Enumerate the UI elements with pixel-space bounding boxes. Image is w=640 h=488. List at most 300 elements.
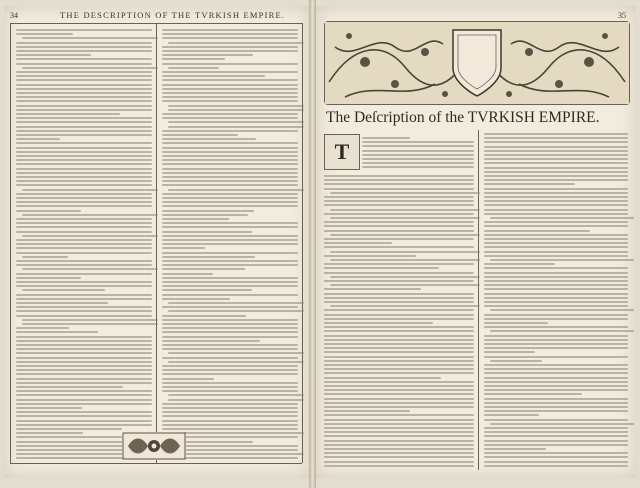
text-line <box>16 201 152 203</box>
tailpiece-ornament <box>122 432 186 460</box>
text-line <box>16 138 60 140</box>
text-line <box>484 158 628 160</box>
text-line <box>484 246 628 248</box>
text-line <box>22 256 68 258</box>
text-line <box>484 171 628 173</box>
text-line <box>16 88 152 90</box>
text-line <box>162 365 298 367</box>
text-line <box>490 259 634 261</box>
text-line <box>484 234 628 236</box>
text-line <box>484 419 628 421</box>
text-line <box>16 386 123 388</box>
text-line <box>484 133 628 135</box>
text-line <box>484 209 628 211</box>
text-line <box>162 256 255 258</box>
text-line <box>16 382 152 384</box>
text-line <box>324 465 474 467</box>
text-line <box>324 267 439 269</box>
text-line <box>16 168 152 170</box>
text-line <box>324 272 474 274</box>
text-line <box>16 407 82 409</box>
text-line <box>362 166 474 168</box>
text-line <box>162 75 265 77</box>
text-line <box>162 218 229 220</box>
text-column-1 <box>16 28 152 460</box>
text-line <box>362 162 474 164</box>
text-line <box>162 407 298 409</box>
text-line <box>484 230 590 232</box>
text-line <box>484 276 628 278</box>
text-line <box>168 310 304 312</box>
text-line <box>16 231 152 233</box>
text-line <box>330 251 480 253</box>
text-line <box>162 378 214 380</box>
text-line <box>168 352 304 354</box>
text-line <box>16 130 152 132</box>
text-line <box>16 79 152 81</box>
right-column-divider <box>478 130 479 470</box>
text-line <box>484 335 628 337</box>
text-line <box>162 369 298 371</box>
text-line <box>324 188 474 190</box>
text-line <box>324 398 474 400</box>
text-line <box>162 247 205 249</box>
text-line <box>484 272 628 274</box>
text-line <box>484 351 535 353</box>
text-line <box>484 154 628 156</box>
text-line <box>16 348 152 350</box>
text-line <box>16 210 81 212</box>
text-line <box>324 183 474 185</box>
text-line <box>16 29 152 31</box>
text-line <box>324 255 416 257</box>
text-line <box>16 218 152 220</box>
text-line <box>324 301 474 303</box>
text-line <box>324 410 410 412</box>
text-line <box>168 399 304 401</box>
text-line <box>168 67 219 69</box>
text-line <box>16 155 152 157</box>
text-line <box>484 255 628 257</box>
text-line <box>162 134 238 136</box>
text-line <box>330 234 480 236</box>
text-line <box>324 452 474 454</box>
text-line <box>162 348 298 350</box>
text-line <box>330 217 480 219</box>
text-line <box>162 424 298 426</box>
text-line <box>22 214 158 216</box>
tailpiece-ornament-icon <box>122 432 186 460</box>
text-line <box>16 310 152 312</box>
text-line <box>162 180 298 182</box>
text-line <box>162 235 298 237</box>
text-line <box>16 252 152 254</box>
text-line <box>16 197 152 199</box>
text-line <box>362 150 474 152</box>
text-line <box>162 159 298 161</box>
text-line <box>324 230 474 232</box>
text-line <box>162 327 298 329</box>
text-line <box>324 435 474 437</box>
text-line <box>16 373 152 375</box>
text-line <box>362 158 474 160</box>
text-line <box>16 415 152 417</box>
text-line <box>162 264 298 266</box>
text-line <box>16 365 152 367</box>
text-line <box>16 100 152 102</box>
text-line <box>16 176 152 178</box>
text-line <box>484 288 628 290</box>
text-line <box>16 54 91 56</box>
text-line <box>162 172 298 174</box>
text-line <box>324 322 433 324</box>
text-line <box>162 285 298 287</box>
text-line <box>330 209 480 211</box>
text-line <box>162 205 298 207</box>
text-line <box>484 221 628 223</box>
text-line <box>16 134 152 136</box>
text-line <box>324 297 474 299</box>
text-line <box>168 432 304 434</box>
text-line <box>162 138 256 140</box>
text-line <box>16 264 152 266</box>
right-text-column-1-top <box>362 136 474 170</box>
text-line <box>324 326 474 328</box>
headpiece-ornament <box>324 21 630 105</box>
text-line <box>162 294 298 296</box>
text-line <box>324 263 474 265</box>
text-line <box>362 145 474 147</box>
text-line <box>484 406 628 408</box>
text-line <box>484 414 539 416</box>
text-line <box>162 415 298 417</box>
text-line <box>162 50 298 52</box>
text-line <box>162 222 298 224</box>
text-line <box>16 340 152 342</box>
text-line <box>162 336 298 338</box>
text-line <box>162 214 248 216</box>
text-line <box>168 121 304 123</box>
text-line <box>16 390 152 392</box>
text-line <box>22 323 158 325</box>
right-page-number: 35 <box>618 11 626 20</box>
text-line <box>162 403 298 405</box>
text-line <box>490 309 634 311</box>
text-line <box>16 260 152 262</box>
text-line <box>484 175 628 177</box>
text-line <box>16 147 152 149</box>
text-line <box>162 210 254 212</box>
text-line <box>162 71 298 73</box>
text-line <box>162 92 298 94</box>
text-line <box>324 368 474 370</box>
text-line <box>162 277 298 279</box>
text-line <box>484 263 555 265</box>
text-line <box>330 305 480 307</box>
text-line <box>22 67 158 69</box>
text-line <box>16 432 83 434</box>
text-line <box>324 364 474 366</box>
text-line <box>484 402 628 404</box>
text-line <box>162 273 213 275</box>
text-line <box>162 281 298 283</box>
text-line <box>22 189 158 191</box>
text-line <box>162 428 298 430</box>
text-line <box>162 46 298 48</box>
text-line <box>162 163 298 165</box>
text-line <box>162 420 298 422</box>
text-line <box>324 351 474 353</box>
text-line <box>484 225 628 227</box>
book-gutter <box>309 0 316 488</box>
text-line <box>16 151 152 153</box>
footer-rule <box>10 463 302 464</box>
text-line <box>324 179 474 181</box>
text-line <box>484 137 628 139</box>
text-line <box>16 247 152 249</box>
running-title: THE DESCRIPTION OF THE TVRKISH EMPIRE. <box>60 10 286 20</box>
text-line <box>162 386 298 388</box>
right-text-column-1 <box>324 174 474 470</box>
text-line <box>490 423 634 425</box>
text-line <box>16 315 152 317</box>
text-line <box>16 121 152 123</box>
text-line <box>484 452 628 454</box>
text-line <box>162 411 298 413</box>
text-line <box>484 196 628 198</box>
text-line <box>484 326 628 328</box>
text-line <box>324 309 474 311</box>
text-line <box>484 444 628 446</box>
text-line <box>162 239 298 241</box>
text-line <box>324 225 474 227</box>
text-line <box>490 360 542 362</box>
text-line <box>484 381 628 383</box>
text-line <box>362 137 410 139</box>
text-line <box>16 159 152 161</box>
text-line <box>484 280 628 282</box>
text-line <box>162 33 298 35</box>
text-line <box>16 109 152 111</box>
text-line <box>484 356 628 358</box>
text-line <box>162 155 298 157</box>
text-line <box>168 394 304 396</box>
text-line <box>16 243 152 245</box>
text-line <box>484 242 628 244</box>
text-line <box>324 213 474 215</box>
text-line <box>162 201 298 203</box>
text-line <box>162 29 298 31</box>
text-line <box>162 113 298 115</box>
text-line <box>484 461 628 463</box>
text-line <box>324 238 474 240</box>
text-line <box>490 217 634 219</box>
text-line <box>324 431 474 433</box>
text-line <box>324 335 474 337</box>
text-line <box>324 293 474 295</box>
text-line <box>484 368 628 370</box>
text-line <box>162 130 298 132</box>
text-line <box>484 179 628 181</box>
text-line <box>168 105 304 107</box>
text-line <box>16 63 152 65</box>
text-line <box>162 231 252 233</box>
text-line <box>324 440 474 442</box>
text-line <box>484 347 628 349</box>
text-line <box>162 54 253 56</box>
text-line <box>484 343 628 345</box>
text-line <box>484 293 628 295</box>
text-line <box>16 163 152 165</box>
text-line <box>324 402 474 404</box>
chapter-title: The Deſcription of the TVRKISH EMPIRE. <box>326 109 600 126</box>
text-line <box>162 373 298 375</box>
text-line <box>168 189 304 191</box>
text-line <box>484 339 628 341</box>
text-line <box>16 273 152 275</box>
drop-cap <box>324 134 360 170</box>
text-line <box>16 96 152 98</box>
text-line <box>162 298 230 300</box>
text-line <box>16 33 73 35</box>
right-text-column-2 <box>484 132 628 470</box>
text-line <box>16 298 152 300</box>
text-line <box>16 403 152 405</box>
text-line <box>324 419 474 421</box>
text-line <box>16 226 152 228</box>
text-line <box>16 126 152 128</box>
text-line <box>162 176 298 178</box>
text-line <box>324 347 474 349</box>
text-line <box>484 372 628 374</box>
text-line <box>324 444 474 446</box>
text-line <box>16 172 152 174</box>
text-line <box>162 319 298 321</box>
text-line <box>484 410 628 412</box>
text-line <box>16 378 152 380</box>
text-line <box>484 440 628 442</box>
text-line <box>484 238 628 240</box>
text-line <box>324 314 474 316</box>
text-line <box>362 154 474 156</box>
text-line <box>324 356 474 358</box>
text-line <box>324 204 474 206</box>
text-line <box>16 369 152 371</box>
text-line <box>484 200 628 202</box>
text-line <box>16 193 152 195</box>
text-line <box>330 276 480 278</box>
left-page <box>4 6 309 478</box>
text-line <box>330 284 480 286</box>
text-line <box>324 246 474 248</box>
text-line <box>484 389 628 391</box>
text-line <box>484 192 628 194</box>
text-line <box>324 339 474 341</box>
drop-cap-letter: T <box>334 139 350 164</box>
text-line <box>324 456 474 458</box>
text-line <box>16 113 120 115</box>
text-line <box>16 411 152 413</box>
text-line <box>16 306 152 308</box>
text-line <box>324 381 474 383</box>
text-line <box>16 42 152 44</box>
text-line <box>324 196 474 198</box>
text-line <box>484 431 628 433</box>
text-line <box>162 63 298 65</box>
text-line <box>484 314 628 316</box>
text-line <box>162 184 298 186</box>
text-line <box>484 297 628 299</box>
text-line <box>162 390 298 392</box>
text-line <box>484 162 628 164</box>
left-page-number: 34 <box>10 11 18 20</box>
text-line <box>484 427 628 429</box>
text-line <box>330 259 480 261</box>
text-line <box>16 357 152 359</box>
text-line <box>484 141 628 143</box>
text-line <box>162 168 298 170</box>
text-line <box>324 393 474 395</box>
text-line <box>162 100 298 102</box>
text-line <box>162 197 298 199</box>
text-line <box>484 398 628 400</box>
text-line <box>324 318 474 320</box>
text-line <box>324 242 392 244</box>
text-line <box>16 50 152 52</box>
text-line <box>162 382 298 384</box>
text-line <box>324 280 474 282</box>
text-line <box>324 385 474 387</box>
text-line <box>162 142 298 144</box>
text-line <box>324 343 474 345</box>
text-line <box>16 117 152 119</box>
text-line <box>324 221 474 223</box>
text-line <box>162 268 245 270</box>
text-line <box>324 330 474 332</box>
text-line <box>16 424 152 426</box>
text-line <box>324 200 474 202</box>
text-line <box>484 448 546 450</box>
text-line <box>484 213 628 215</box>
text-line <box>162 306 298 308</box>
right-page <box>316 6 636 478</box>
text-line <box>16 46 152 48</box>
text-line <box>16 84 152 86</box>
text-line <box>16 205 152 207</box>
text-line <box>484 465 628 467</box>
text-line <box>484 318 628 320</box>
text-line <box>330 192 480 194</box>
text-line <box>16 420 152 422</box>
text-line <box>162 344 298 346</box>
text-line <box>168 302 304 304</box>
text-line <box>484 150 628 152</box>
text-line <box>162 260 298 262</box>
text-line <box>16 184 152 186</box>
text-line <box>16 58 152 60</box>
text-line <box>484 146 628 148</box>
text-line <box>22 289 105 291</box>
text-line <box>16 277 81 279</box>
text-line <box>324 406 474 408</box>
text-column-2 <box>162 28 298 460</box>
text-line <box>484 305 628 307</box>
left-margin-rule <box>10 23 11 463</box>
text-line <box>162 37 298 39</box>
text-line <box>22 37 158 39</box>
text-line <box>162 323 298 325</box>
text-line <box>16 92 152 94</box>
